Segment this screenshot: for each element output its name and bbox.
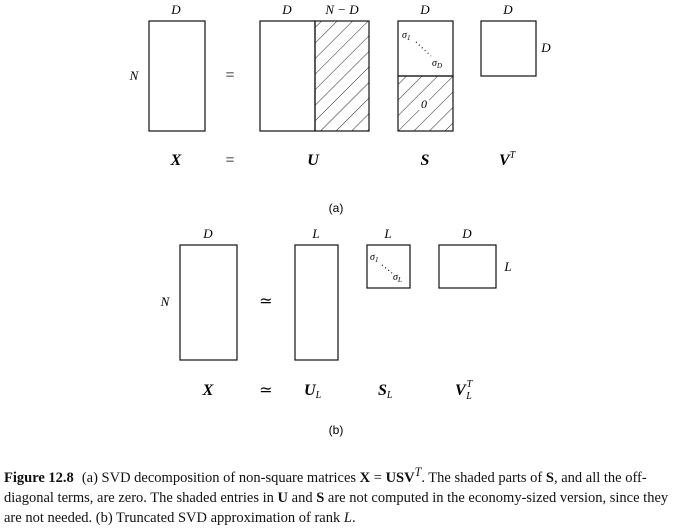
x-side-label-a: N	[129, 68, 139, 83]
caption-part1: (a) SVD decomposition of non-square matrices	[81, 469, 360, 486]
v-top-label-b: D	[462, 226, 472, 241]
matrix-u-b	[295, 245, 338, 360]
caption-eq-equals: =	[370, 469, 386, 486]
u-top-label-b: L	[312, 226, 320, 241]
sym-v-a: $V^T$	[499, 150, 516, 169]
caption-part3: , and all the off-diagonal terms, are zero. The shaded entries in	[4, 469, 647, 506]
s-zero-a: 0	[421, 97, 427, 111]
matrix-u-a-left	[260, 21, 315, 131]
approx-sign-b: ≃	[259, 293, 273, 310]
s-top-label-b: L	[384, 226, 392, 241]
caption-s-sym: S	[545, 469, 554, 486]
caption-s-sym2: S	[316, 489, 325, 506]
sym-s-b: SL	[378, 382, 393, 401]
s-sigmaD-a: $\sigma_D$	[432, 58, 442, 70]
caption-part4: and	[288, 489, 317, 506]
sym-x-a: X	[170, 152, 182, 169]
caption-l-sym: L	[343, 509, 352, 526]
s-diagonal-dots-b	[382, 265, 392, 273]
caption-label: Figure 12.8	[4, 469, 74, 486]
caption-eq-x: X	[359, 469, 371, 486]
x-top-label-a: D	[171, 2, 181, 17]
sym-x-b: X	[202, 382, 214, 399]
matrix-v-b	[439, 245, 496, 288]
sym-u-b: UL	[304, 382, 322, 401]
figure-caption	[4, 462, 674, 528]
sym-v-b: $V^T$ L	[455, 379, 473, 402]
matrix-x-a	[149, 21, 205, 131]
s-sigma1-a: $\sigma_1$	[402, 30, 411, 42]
v-top-label-a: D	[503, 2, 513, 17]
u-col2-label-a: N − D	[325, 2, 359, 17]
matrix-x-b	[180, 245, 237, 360]
v-side-label-b: L	[504, 259, 512, 274]
s-diagonal-dots-a	[416, 42, 431, 56]
s-sigmaL-b: $\sigma_L$	[393, 272, 402, 284]
matrix-v-a	[481, 21, 536, 76]
sym-approx-b: ≃	[259, 382, 273, 399]
caption-part6: .	[351, 509, 356, 526]
equals-sign-a: =	[225, 67, 235, 84]
x-side-label-b: N	[160, 294, 170, 309]
caption-u-sym: U	[277, 489, 289, 506]
caption-part2: . The shaded parts of	[421, 469, 546, 486]
caption-eq-usv: USV	[385, 469, 415, 486]
caption-eq-sup: T	[414, 465, 422, 479]
s-top-label-a: D	[420, 2, 430, 17]
u-col1-label-a: D	[282, 2, 292, 17]
sym-equals-a: =	[225, 152, 235, 169]
sym-u-a: U	[307, 152, 319, 169]
s-sigma1-b: $\sigma_1$	[370, 252, 379, 264]
caption-part5: are not computed in the economy-sized version, since they are not needed. (b) Truncated SVD approximation of rank	[4, 489, 669, 526]
sub-label-a: (a)	[328, 201, 344, 215]
x-top-label-b: D	[203, 226, 213, 241]
figure-a	[129, 2, 552, 215]
matrix-u-a-hatched	[315, 21, 369, 131]
figure-b	[160, 226, 512, 437]
v-side-label-a: D	[541, 40, 551, 55]
sym-s-a: S	[420, 152, 430, 169]
sub-label-b: (b)	[328, 423, 344, 437]
